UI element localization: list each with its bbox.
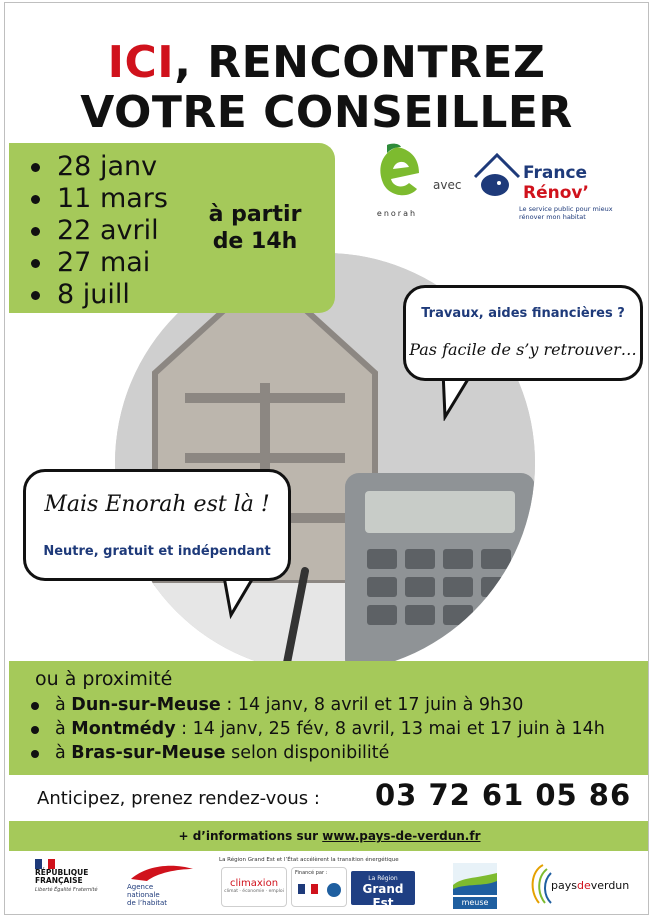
anah-logo <box>123 861 203 907</box>
title-highlight: ICI <box>107 37 175 88</box>
republique-francaise-logo <box>35 859 105 909</box>
rf-name-line2: FRANÇAISE <box>35 876 83 885</box>
enorah-leaf-icon <box>369 143 425 205</box>
proximity-prefix: à <box>55 695 72 715</box>
financed-circle-icon <box>326 882 342 898</box>
proximity-prefix: à <box>55 719 72 739</box>
date-item: 27 mai <box>25 247 168 279</box>
rf-name <box>35 869 88 885</box>
date-item: 8 juill <box>25 279 168 311</box>
date-item: 28 janv <box>25 151 168 183</box>
proximity-list <box>27 693 605 765</box>
anah-line3: de l’habitat <box>127 899 168 907</box>
rf-motto: Liberté Égalité Fraternité <box>35 887 98 893</box>
bubble2-script: Mais Enorah est là ! <box>44 492 270 517</box>
poster <box>4 2 649 915</box>
climaxion-sub: climat · économie · emploi <box>224 889 284 894</box>
start-time-line1: à partir <box>208 202 302 227</box>
start-time <box>193 201 317 255</box>
phone-number[interactable]: 03 72 61 05 86 <box>375 778 632 812</box>
pdv-word3: verdun <box>590 879 630 892</box>
climaxion-name: climaxion <box>229 878 279 889</box>
financed-by-logo <box>291 867 347 907</box>
proximity-detail: selon disponibilité <box>225 743 390 763</box>
proximity-item <box>27 717 605 741</box>
meuse-name: meuse <box>453 897 497 909</box>
avec-label: avec <box>433 178 462 192</box>
bubble1-script: Pas facile de s’y retrouver… <box>409 340 637 359</box>
pdv-word2: de <box>576 879 591 892</box>
proximity-item <box>27 693 605 717</box>
france-renov-word2: Rénov’ <box>523 183 589 203</box>
proximity-place: Montmédy <box>71 719 176 739</box>
proximity-detail: : 14 janv, 8 avril et 17 juin à 9h30 <box>220 695 524 715</box>
financed-by-label: Financé par : <box>295 870 328 876</box>
climaxion-logo <box>221 867 287 907</box>
anah-swoosh-icon <box>127 861 197 883</box>
proximity-place: Bras-sur-Meuse <box>71 743 226 763</box>
appointment-text: Anticipez, prenez rendez-vous : <box>37 788 320 809</box>
france-renov-house-icon <box>471 149 523 205</box>
pdv-word1: pays <box>551 879 577 892</box>
enorah-logo <box>369 143 425 221</box>
france-renov-word1: France <box>523 163 588 183</box>
region-name: Grand Est <box>362 882 404 910</box>
meuse-landscape-icon <box>453 863 497 895</box>
poster-title-line2: VOTRE CONSEILLER <box>80 87 573 138</box>
info-bar <box>9 821 649 851</box>
poster-title-line1 <box>5 39 648 87</box>
dates-list <box>25 151 168 311</box>
bubble1-question: Travaux, aides financières ? <box>421 306 625 321</box>
proximity-detail: : 14 janv, 25 fév, 8 avril, 13 mai et 17 juin à 14h <box>175 719 605 739</box>
enorah-name: enorah <box>376 209 418 218</box>
date-item: 11 mars <box>25 183 168 215</box>
pays-de-verdun-name <box>551 879 629 892</box>
pays-de-verdun-logo <box>525 861 635 909</box>
financed-flag-icon <box>298 884 318 894</box>
start-time-line2: de 14h <box>212 229 298 254</box>
meuse-logo <box>453 863 497 909</box>
speech-bubble-answer <box>23 469 291 581</box>
date-item: 22 avril <box>25 215 168 247</box>
proximity-place: Dun-sur-Meuse <box>71 695 221 715</box>
footer-note: La Région Grand Est et l’État accélèrent la transition énergétique <box>219 857 399 863</box>
title-rest: , RENCONTREZ <box>174 37 546 88</box>
proximity-prefix: à <box>55 743 72 763</box>
website-link[interactable]: www.pays-de-verdun.fr <box>322 829 481 843</box>
rf-name-line1: RÉPUBLIQUE <box>35 868 89 877</box>
region-label: La Région <box>368 875 398 882</box>
proximity-title: ou à proximité <box>35 668 173 690</box>
france-renov-tagline: Le service public pour mieux rénover mon habitat <box>519 205 613 221</box>
region-grand-est-logo <box>351 871 415 910</box>
france-renov-logo <box>471 149 621 221</box>
anah-line1: Agence <box>127 883 154 891</box>
info-prefix: + d’informations sur <box>178 829 323 843</box>
speech-bubble-question <box>403 285 643 381</box>
bubble2-strong: Neutre, gratuit et indépendant <box>43 544 271 559</box>
anah-text <box>127 883 167 907</box>
proximity-item <box>27 741 605 765</box>
anah-line2: nationale <box>127 891 160 899</box>
